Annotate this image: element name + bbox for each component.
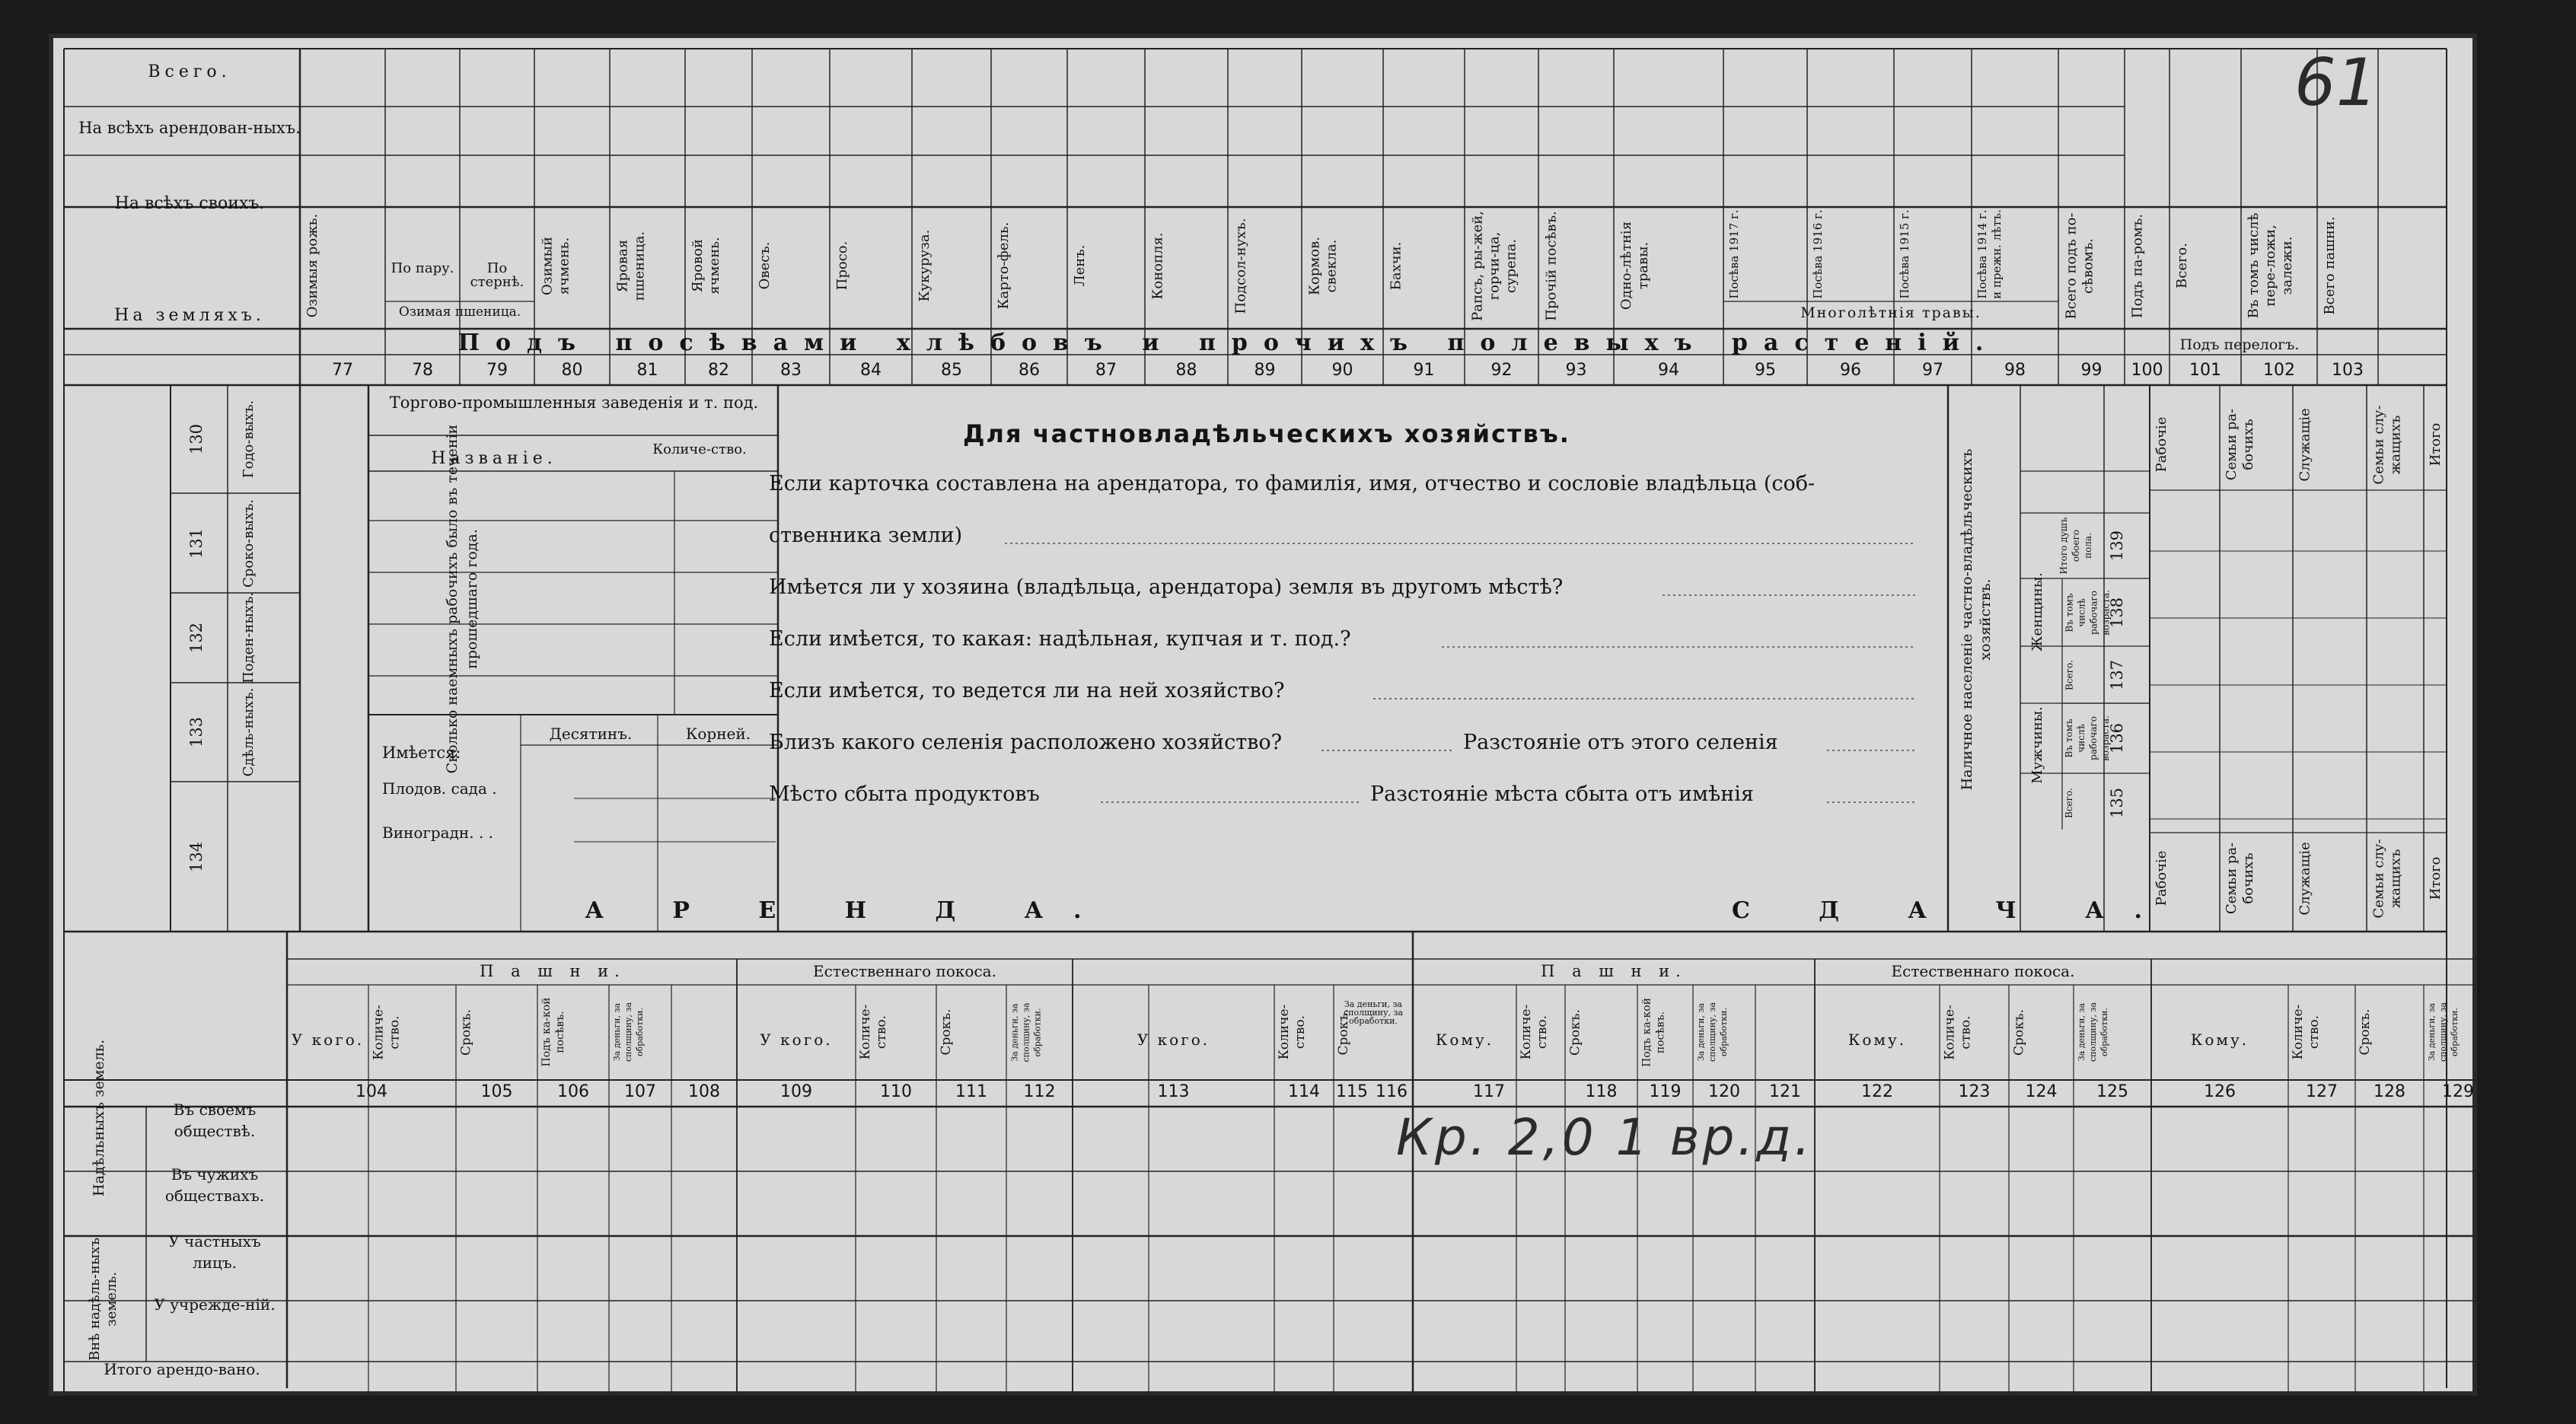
crop-header-3: Озимый ячмень. (539, 236, 572, 295)
row-uchrezhdenii: У учрежде-нiй. (154, 1295, 276, 1314)
nadel-group-label: Надѣльныхъ земель. (91, 1039, 107, 1196)
col-number-77: 77 (332, 361, 353, 380)
crop-header-6: Овесъ. (757, 241, 773, 290)
band-title: Подъ посѣвами хлѣбовъ и прочихъ полевыхъ растенiй. (457, 330, 2000, 356)
arenda-pashni-col-2: Срокъ. (458, 1008, 473, 1056)
arenda-third-za: За деньги, за сполщину, за обработки. (1343, 999, 1403, 1026)
row-chuzhikh: Въ чужихъ обществахъ. (164, 1165, 265, 1205)
right-col-top-1: Семьи ра-бочихъ (2224, 408, 2256, 481)
crop-header-20: Посѣва 1915 г. (1898, 209, 1911, 299)
col-number-97: 97 (1922, 361, 1943, 380)
right-col-bottom-2: Служащiе (2297, 841, 2313, 916)
distance-market-label: Разстоянiе мѣста сбыта отъ имѣнiя (1370, 782, 1754, 806)
col-number-87: 87 (1095, 361, 1117, 380)
pop-sub-3: Въ томъ числѣ рабочаго возраста. (2064, 715, 2111, 761)
desyatin-header: Десятинъ. (549, 725, 633, 743)
trade-name-header: Названiе. (431, 449, 557, 468)
pop-group-women: Женщины. (2029, 572, 2045, 651)
distance-village-label: Разстоянiе отъ этого селенiя (1463, 731, 1778, 754)
bottom-col-number-129: 129 (2442, 1082, 2474, 1101)
col-number-78: 78 (412, 361, 433, 380)
crop-header-11: Конопля. (1149, 231, 1165, 300)
sdacha-pashni-col-1: Количе-ство. (1519, 1004, 1550, 1060)
imeetsya-label: Имѣется: (382, 744, 461, 762)
bottom-col-number-107: 107 (624, 1082, 656, 1101)
crop-header-9: Карто-фель. (996, 221, 1012, 310)
right-col-bottom-3: Семьи слу-жащихъ (2370, 838, 2403, 919)
col-number-90: 90 (1331, 361, 1353, 380)
private-line-owner-cont: ственника земли) (769, 524, 963, 547)
left-number-132: 132 (187, 622, 206, 654)
col-number-102: 102 (2263, 361, 2295, 380)
col-number-85: 85 (941, 361, 962, 380)
crop-header-26: Всего пашни. (2322, 216, 2338, 315)
sdacha-estestv: Естественнаго покоса. (1891, 962, 2075, 980)
sdacha-pashni-col-0: Кому. (1435, 1031, 1494, 1049)
private-line-land-type: Если имѣется, то какая: надѣльная, купчая и т. под.? (769, 627, 1351, 651)
row-label-zemlyakh: На земляхъ. (114, 306, 265, 325)
sdacha-title: С Д А Ч А. (1731, 897, 2173, 924)
crop-header-21: Посѣва 1914 г. и прежн. лѣтъ. (1975, 209, 2004, 299)
crop-header-14: Бахчи. (1388, 241, 1404, 290)
ozimaya-label: Озимая пшеница. (398, 304, 521, 320)
crop-header-12: Подсол-нухъ. (1232, 218, 1248, 314)
row-label-arendovannykh: На всѣхъ арендован-ныхъ. (78, 119, 301, 137)
crop-header-24: Всего. (2174, 243, 2190, 288)
bottom-col-number-111: 111 (955, 1082, 987, 1101)
sdacha-estestv-col-3: За деньги, за сполщину, за обработки. (2077, 1002, 2109, 1062)
crop-header-19: Посѣва 1916 г. (1811, 209, 1825, 299)
private-line-village: Близъ какого селенiя расположено хозяйство? (769, 731, 1283, 754)
sdacha-estestv-col-2: Срокъ. (2011, 1008, 2026, 1056)
bottom-col-number-118: 118 (1585, 1082, 1618, 1101)
crop-header-16: Прочiй посѣвъ. (1543, 210, 1559, 321)
right-col-top-4: Итого (2428, 422, 2444, 467)
crop-header-22: Всего подъ по-сѣвомъ. (2063, 212, 2096, 319)
pop-sub-4: Всего. (2064, 788, 2074, 818)
crop-header-1: По пару. (391, 260, 454, 276)
right-col-top-3: Семьи слу-жащихъ (2370, 404, 2403, 485)
right-col-top-0: Рабочiе (2154, 416, 2170, 473)
bottom-col-number-119: 119 (1649, 1082, 1682, 1101)
bottom-col-number-124: 124 (2025, 1082, 2058, 1101)
bottom-col-number-127: 127 (2306, 1082, 2338, 1101)
arenda-estestv: Естественнаго покоса. (813, 962, 996, 980)
sdacha-estestv-col-0: Кому. (1848, 1031, 1907, 1049)
crop-header-13: Кормов. свекла. (1306, 236, 1339, 295)
col-number-91: 91 (1413, 361, 1435, 380)
handwritten-note: Кр. 2,0 1 вр.д. (1396, 1108, 1814, 1167)
sdacha-pashni-col-4: За деньги, за сполщину, за обработки. (1696, 1002, 1729, 1062)
private-line-farming: Если имѣется, то ведется ли на ней хозяйство? (769, 679, 1285, 702)
pop-sub-0: Итого душъ обоего пола. (2058, 517, 2093, 575)
bottom-col-number-126: 126 (2204, 1082, 2236, 1101)
private-line-other-land: Имѣется ли у хозяина (владѣльца, арендатора) земля въ другомъ мѣстѣ? (769, 575, 1564, 599)
arenda-estestv-col-1: Количе-ство. (858, 1004, 889, 1060)
bottom-col-number-114: 114 (1288, 1082, 1320, 1101)
pop-number-136: 136 (2108, 722, 2126, 754)
arenda-pashni-col-4: За деньги, за сполщину, за обработки. (612, 1002, 645, 1062)
col-number-99: 99 (2080, 361, 2103, 380)
col-number-101: 101 (2189, 361, 2221, 380)
trade-title: Торгово-промышленныя заведенiя и т. под. (389, 393, 759, 412)
col-number-95: 95 (1755, 361, 1776, 380)
trade-qty-header: Количе-ство. (652, 441, 747, 457)
bottom-col-number-120: 120 (1708, 1082, 1740, 1101)
bottom-col-number-121: 121 (1769, 1082, 1801, 1101)
mnogolet-label: Многолѣтнiя травы. (1800, 304, 1981, 321)
pop-sub-2: Всего. (2064, 659, 2074, 690)
crop-header-0: Озимыя рожь. (304, 213, 320, 318)
col-number-79: 79 (486, 361, 508, 380)
pop-number-139: 139 (2108, 530, 2126, 562)
row-label-vsego: Всего. (148, 62, 231, 81)
bottom-col-number-110: 110 (880, 1082, 912, 1101)
col-number-88: 88 (1175, 361, 1197, 380)
col-number-94: 94 (1658, 361, 1679, 380)
col-number-92: 92 (1490, 361, 1513, 380)
crop-header-18: Посѣва 1917 г. (1727, 209, 1741, 299)
sdacha-pashni-col-3: Подъ ка-кой посѣвъ. (1640, 997, 1666, 1067)
col-number-84: 84 (860, 361, 882, 380)
arenda-pashni-col-1: Количе-ство. (371, 1004, 402, 1060)
private-farms-title: Для частновладѣльческихъ хозяйствъ. (963, 419, 1570, 448)
left-label-2: Поден-ныхъ. (241, 592, 257, 683)
census-card-sheet (49, 33, 2477, 1396)
sdacha-pashni: П а ш н и. (1541, 962, 1687, 980)
sdacha-third-col-3: За деньги, за сполщину, за обработки. (2427, 1002, 2460, 1062)
col-number-96: 96 (1840, 361, 1861, 380)
right-col-bottom-0: Рабочiе (2154, 850, 2170, 906)
perelog-label: Подъ перелогъ. (2179, 336, 2300, 353)
crop-header-10: Ленъ. (1072, 244, 1088, 287)
bottom-col-number-125: 125 (2096, 1082, 2128, 1101)
sdacha-pashni-col-2: Срокъ. (1567, 1008, 1583, 1056)
left-number-130: 130 (187, 423, 206, 455)
pop-group-men: Мужчины. (2029, 706, 2045, 784)
sdacha-estestv-col-1: Количе-ство. (1942, 1004, 1973, 1060)
arenda-pashni-col-0: У кого. (291, 1031, 365, 1049)
vinograd-label: Виноградн. . . (382, 823, 494, 842)
arenda-pashni-col-3: Подъ ка-кой посѣвъ. (540, 997, 566, 1067)
bottom-col-number-109: 109 (780, 1082, 812, 1101)
arenda-estestv-col-2: Срокъ. (939, 1008, 954, 1056)
bottom-col-number-104: 104 (355, 1082, 387, 1101)
pop-number-135: 135 (2108, 787, 2126, 819)
plodov-label: Плодов. сада . (382, 779, 497, 798)
bottom-col-number-117: 117 (1473, 1082, 1505, 1101)
arenda-pashni: П а ш н и. (480, 962, 626, 980)
bottom-col-number-108: 108 (688, 1082, 720, 1101)
row-label-svoikh: На всѣхъ своихъ. (114, 194, 265, 213)
crop-header-23: Подъ па-ромъ. (2129, 213, 2145, 318)
bottom-col-number-105: 105 (480, 1082, 513, 1101)
bottom-col-number-128: 128 (2374, 1082, 2405, 1101)
col-number-98: 98 (2004, 361, 2026, 380)
private-line-owner: Если карточка составлена на арендатора, то фамилiя, имя, отчество и сословiе владѣльца (соб- (769, 472, 1816, 495)
left-number-134: 134 (187, 841, 206, 872)
left-label-1: Сроко-выхъ. (241, 499, 257, 588)
arenda-third-col-0: У кого. (1137, 1031, 1210, 1049)
crop-header-2: По стернѣ. (470, 260, 524, 290)
hired-workers-label: Сколько наемныхъ рабочихъ было въ теченiи прошедшаго года. (444, 424, 480, 774)
pop-sub-1: Въ томъ числѣ рабочаго возраста. (2064, 589, 2111, 636)
col-number-93: 93 (1565, 361, 1587, 380)
pop-number-137: 137 (2108, 659, 2126, 690)
row-itogo: Итого арендо-вано. (104, 1360, 260, 1378)
col-number-80: 80 (561, 361, 583, 380)
left-number-131: 131 (187, 527, 206, 559)
pop-number-138: 138 (2108, 597, 2126, 628)
arenda-estestv-col-3: За деньги, за сполщину, за обработки. (1009, 1002, 1042, 1062)
sdacha-third-col-2: Срокъ. (2358, 1008, 2373, 1056)
crop-header-5: Яровой ячмень. (690, 237, 722, 295)
arenda-estestv-col-0: У кого. (760, 1031, 833, 1049)
crop-header-8: Кукуруза. (917, 229, 933, 302)
crop-header-17: Одно-лѣтнiя травы. (1618, 221, 1651, 311)
left-number-133: 133 (187, 716, 206, 748)
sdacha-third-col-1: Количе-ство. (2291, 1004, 2322, 1060)
bottom-col-number-106: 106 (557, 1082, 589, 1101)
col-number-83: 83 (780, 361, 802, 380)
kornei-header: Корней. (685, 725, 751, 743)
private-line-market: Мѣсто сбыта продуктовъ (769, 782, 1040, 806)
bottom-col-number-116: 116 (1376, 1082, 1408, 1101)
crop-header-7: Просо. (834, 241, 850, 291)
left-label-3: Сдѣль-ныхъ. (241, 687, 257, 777)
right-col-bottom-4: Итого (2428, 856, 2444, 900)
col-number-82: 82 (708, 361, 729, 380)
bottom-col-number-122: 122 (1861, 1082, 1893, 1101)
bottom-col-number-115: 115 (1336, 1082, 1368, 1101)
row-chastnykh: У частныхъ лицъ. (168, 1232, 261, 1272)
bottom-col-number-123: 123 (1958, 1082, 1991, 1101)
col-number-103: 103 (2332, 361, 2364, 380)
right-col-bottom-1: Семьи ра-бочихъ (2224, 842, 2256, 915)
arenda-title: А Р Е Н Д А. (585, 897, 1112, 924)
bottom-col-number-112: 112 (1023, 1082, 1056, 1101)
crop-header-4: Яровая пшеница. (614, 231, 647, 301)
col-number-86: 86 (1019, 361, 1040, 380)
crop-header-25: Въ томъ числѣ пере-ложи, залежи. (2246, 212, 2295, 319)
sdacha-third-col-0: Кому. (2190, 1031, 2249, 1049)
crop-header-15: Рапсъ, ры-жей, горчи-ца, сурепа. (1469, 210, 1519, 321)
arenda-third-col-2: Срокъ. (1336, 1008, 1351, 1056)
left-label-0: Годо-выхъ. (241, 400, 257, 479)
col-number-100: 100 (2131, 361, 2163, 380)
population-title: Наличное населенiе частно-владѣльческихъ хозяйствъ. (1959, 448, 1994, 791)
right-col-top-2: Служащiе (2297, 407, 2313, 482)
col-number-89: 89 (1254, 361, 1276, 380)
bottom-col-number-113: 113 (1157, 1082, 1190, 1101)
col-number-81: 81 (636, 361, 658, 380)
page-number-handwritten: 61 (2294, 45, 2378, 121)
arenda-third-col-1: Количе-ство. (1277, 1004, 1308, 1060)
row-svoem: Въ своемъ обществѣ. (173, 1101, 257, 1140)
vne-group-label: Внѣ надѣль-ныхъ земель. (87, 1238, 120, 1361)
